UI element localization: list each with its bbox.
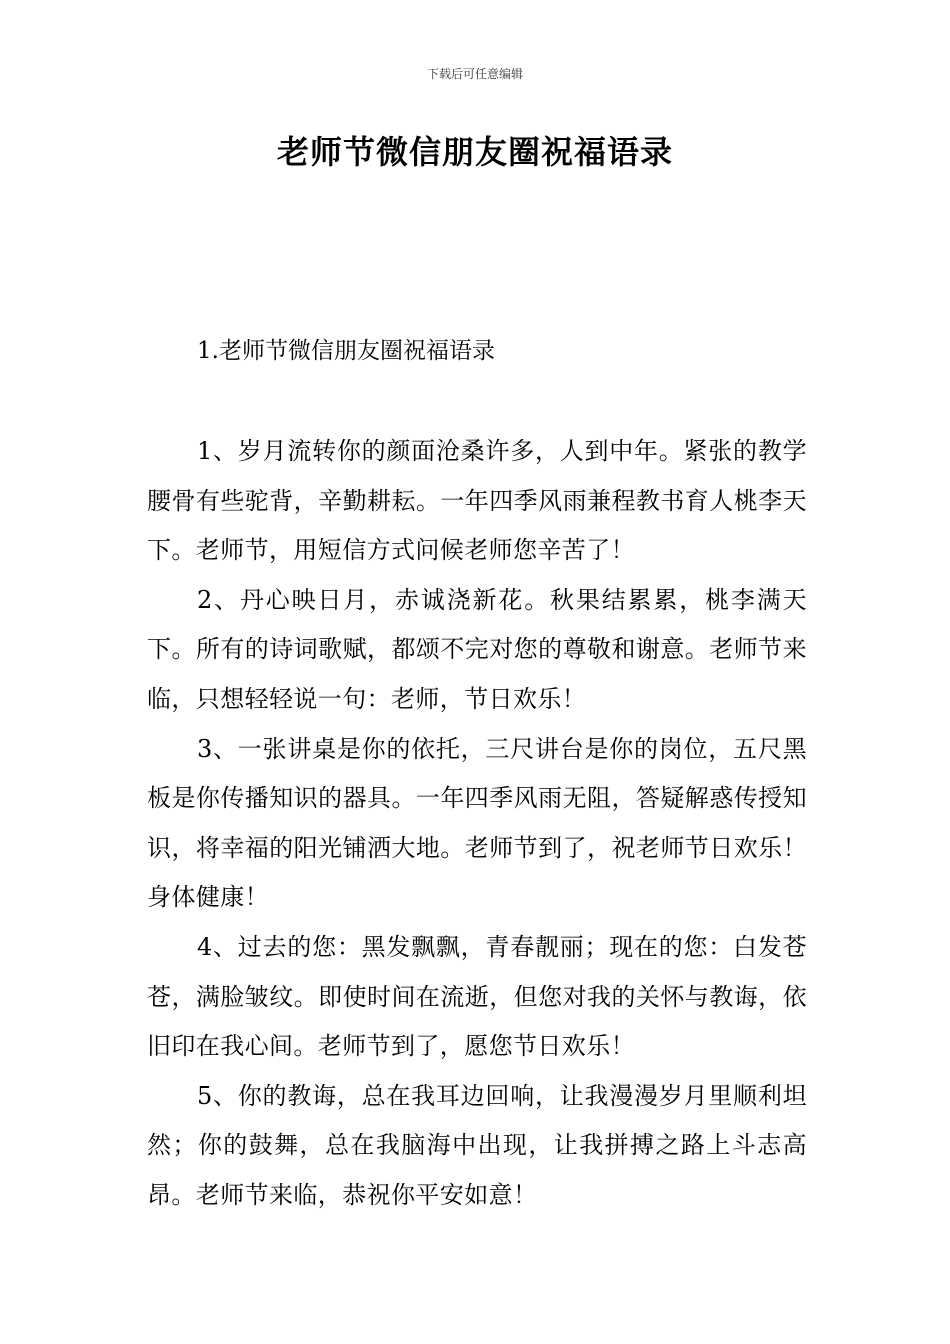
paragraph-3: 3、一张讲桌是你的依托，三尺讲台是你的岗位，五尺黑板是你传播知识的器具。一年四季风雨无阻，答疑解惑传授知识，将幸福的阳光铺洒大地。老师节到了，祝老师节日欢乐！身体健康！ <box>147 734 807 912</box>
section-heading: 1.老师节微信朋友圈祝福语录 <box>197 338 495 364</box>
paragraph-5: 5、你的教诲，总在我耳边回响，让我漫漫岁月里顺利坦然；你的鼓舞，总在我脑海中出现，让我拼搏之路上斗志高昂。老师节来临，恭祝你平安如意！ <box>147 1081 807 1209</box>
document-title: 老师节微信朋友圈祝福语录 <box>276 133 673 171</box>
paragraph-2: 2、丹心映日月，赤诚浇新花。秋果结累累，桃李满天下。所有的诗词歌赋，都颂不完对您的尊敬和谢意。老师节来临，只想轻轻说一句：老师，节日欢乐！ <box>147 585 807 713</box>
paragraph-4: 4、过去的您：黑发飘飘，青春靓丽；现在的您：白发苍苍，满脸皱纹。即使时间在流逝，但您对我的关怀与教诲，依旧印在我心间。老师节到了，愿您节日欢乐！ <box>147 932 807 1061</box>
paragraph-1: 1、岁月流转你的颜面沧桑许多，人到中年。紧张的教学腰骨有些驼背，辛勤耕耘。一年四季风雨兼程教书育人桃李天下。老师节，用短信方式问候老师您辛苦了！ <box>147 437 807 565</box>
header-note: 下载后可任意编辑 <box>426 67 523 81</box>
body-text <box>147 427 807 1221</box>
